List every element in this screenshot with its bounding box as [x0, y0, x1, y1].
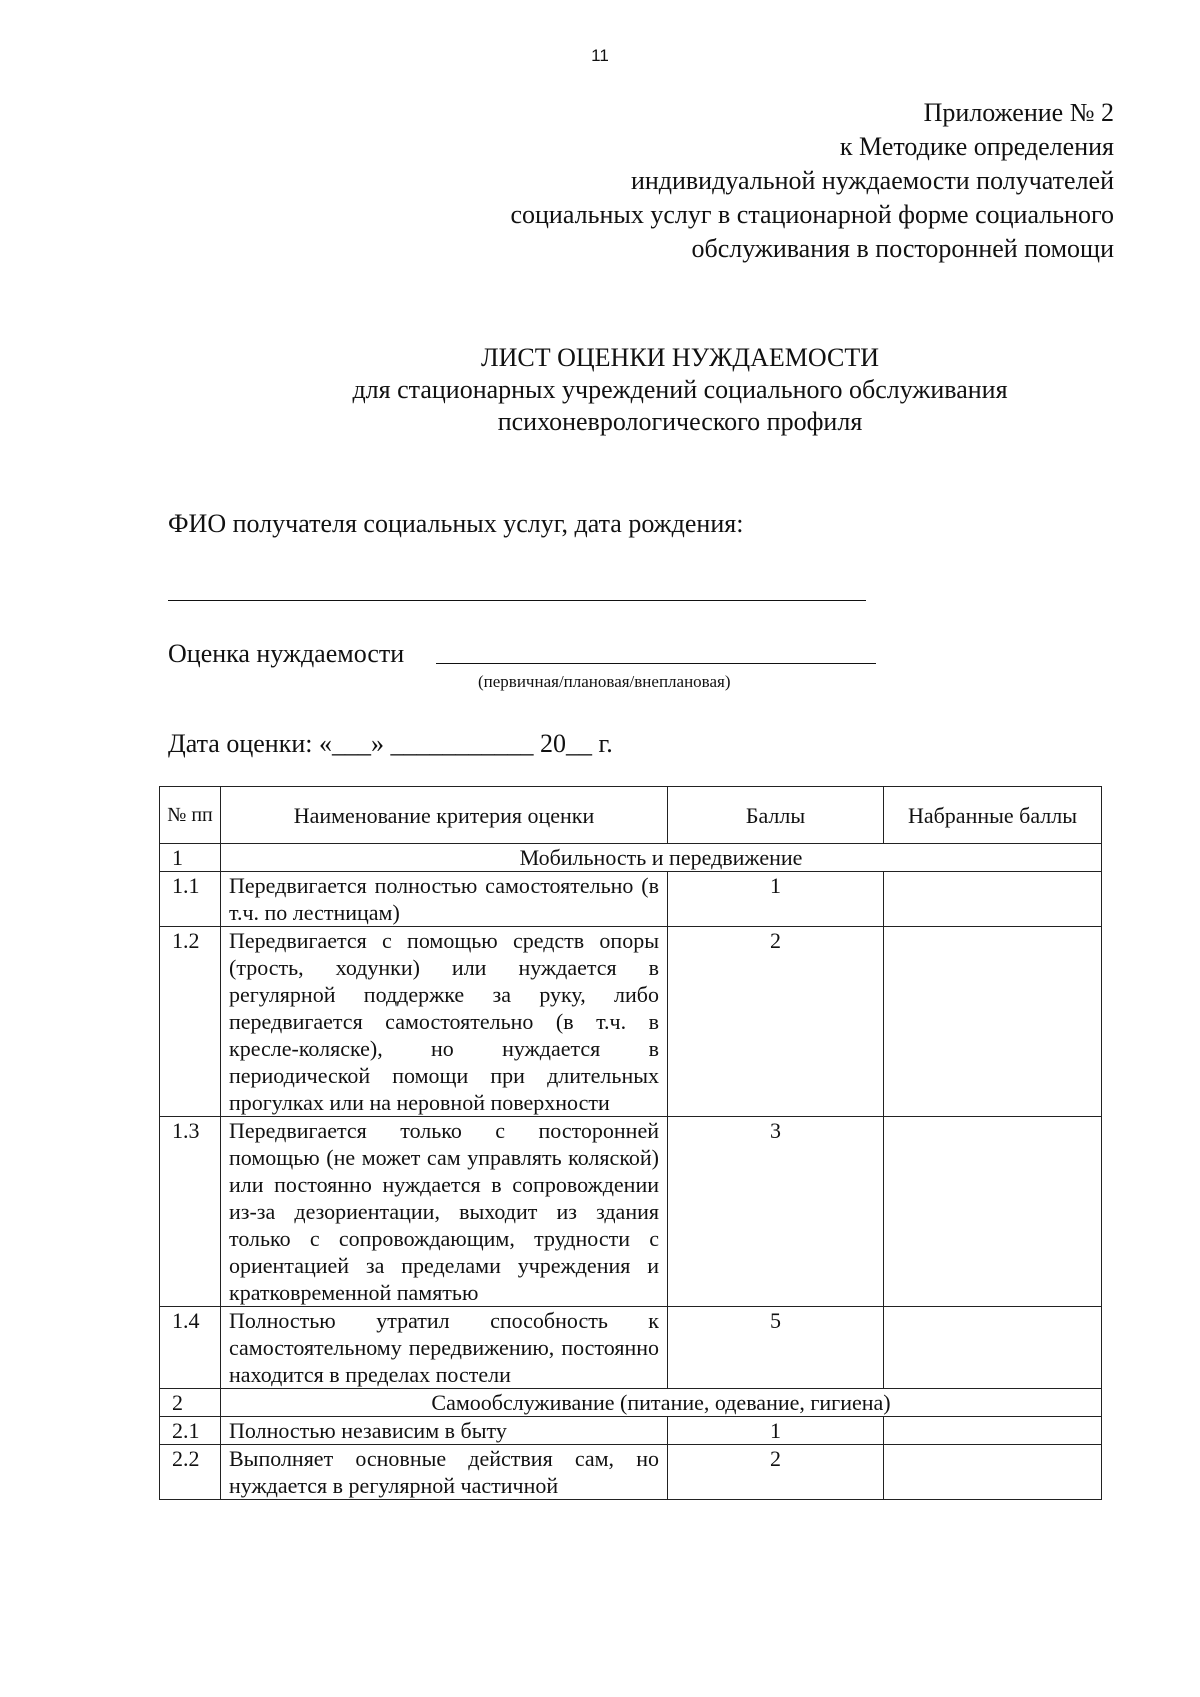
section-row	[160, 1389, 1102, 1417]
appendix-line: Приложение № 2	[923, 98, 1114, 127]
row-num: 1.4	[160, 1307, 221, 1389]
assessment-hint: (первичная/плановая/внеплановая)	[478, 672, 731, 691]
appendix-line: обслуживания в посторонней помощи	[691, 234, 1114, 263]
assessment-date: Дата оценки: «___» ___________ 20__ г.	[168, 729, 613, 758]
criterion-text: Полностью независим в быту	[221, 1417, 668, 1445]
selected-score-cell[interactable]	[884, 927, 1102, 1117]
title-subtitle-2: психоневрологического профиля	[497, 407, 863, 436]
section-num: 2	[160, 1389, 221, 1417]
section-title: Мобильность и передвижение	[221, 844, 1102, 872]
fio-label: ФИО получателя социальных услуг, дата рождения:	[168, 509, 744, 538]
appendix-header	[354, 96, 1114, 266]
score-value: 1	[668, 1417, 884, 1445]
table-row	[160, 1117, 1102, 1307]
title-main: ЛИСТ ОЦЕНКИ НУЖДАЕМОСТИ	[480, 343, 880, 372]
assessment-input-line[interactable]	[436, 663, 876, 664]
section-title: Самообслуживание (питание, одевание, гигиена)	[221, 1389, 1102, 1417]
table-header-row	[160, 787, 1102, 844]
score-value: 2	[668, 1445, 884, 1500]
row-num: 2.1	[160, 1417, 221, 1445]
row-num: 1.3	[160, 1117, 221, 1307]
appendix-line: к Методике определения	[839, 132, 1114, 161]
table-row	[160, 1445, 1102, 1500]
selected-score-cell[interactable]	[884, 1417, 1102, 1445]
row-num: 1.2	[160, 927, 221, 1117]
criteria-table	[159, 786, 1102, 1500]
table-row	[160, 872, 1102, 927]
document-title	[160, 342, 1200, 438]
fio-input-line[interactable]	[168, 600, 866, 601]
selected-score-cell[interactable]	[884, 1117, 1102, 1307]
section-row	[160, 844, 1102, 872]
header-score: Баллы	[668, 787, 884, 844]
header-selected: Набранные баллы	[884, 787, 1102, 844]
score-value: 2	[668, 927, 884, 1117]
selected-score-cell[interactable]	[884, 1445, 1102, 1500]
selected-score-cell[interactable]	[884, 1307, 1102, 1389]
header-name: Наименование критерия оценки	[221, 787, 668, 844]
criterion-text: Полностью утратил способность к самостоятельному передвижению, постоянно находится в пределах постели	[221, 1307, 668, 1389]
section-num: 1	[160, 844, 221, 872]
criterion-text: Выполняет основные действия сам, но нуждается в регулярной частичной	[221, 1445, 668, 1500]
assessment-label: Оценка нуждаемости	[168, 639, 405, 668]
header-num: № пп	[160, 787, 221, 844]
criterion-text: Передвигается полностью самостоятельно (в т.ч. по лестницам)	[221, 872, 668, 927]
table-row	[160, 1417, 1102, 1445]
selected-score-cell[interactable]	[884, 872, 1102, 927]
appendix-line: индивидуальной нуждаемости получателей	[630, 166, 1114, 195]
title-subtitle: для стационарных учреждений социального обслуживания	[352, 375, 1008, 404]
score-value: 5	[668, 1307, 884, 1389]
appendix-line: социальных услуг в стационарной форме социального	[510, 200, 1114, 229]
score-value: 3	[668, 1117, 884, 1307]
row-num: 2.2	[160, 1445, 221, 1500]
table-row	[160, 1307, 1102, 1389]
criterion-text: Передвигается только с посторонней помощью (не может сам управлять коляской) или постоянно нуждается в сопровождении из-за дезориентации, выходит из здания только с сопровождающим, трудности с ориентацией за пределами учреждения и кратковременной памятью	[221, 1117, 668, 1307]
criterion-text: Передвигается с помощью средств опоры (трость, ходунки) или нуждается в регулярной поддержке за руку, либо передвигается самостоятельно (в т.ч. в кресле-коляске), но нуждается в периодической помощи при длительных прогулках или на неровной поверхности	[221, 927, 668, 1117]
page-number: 11	[591, 46, 609, 65]
table-row	[160, 927, 1102, 1117]
score-value: 1	[668, 872, 884, 927]
row-num: 1.1	[160, 872, 221, 927]
